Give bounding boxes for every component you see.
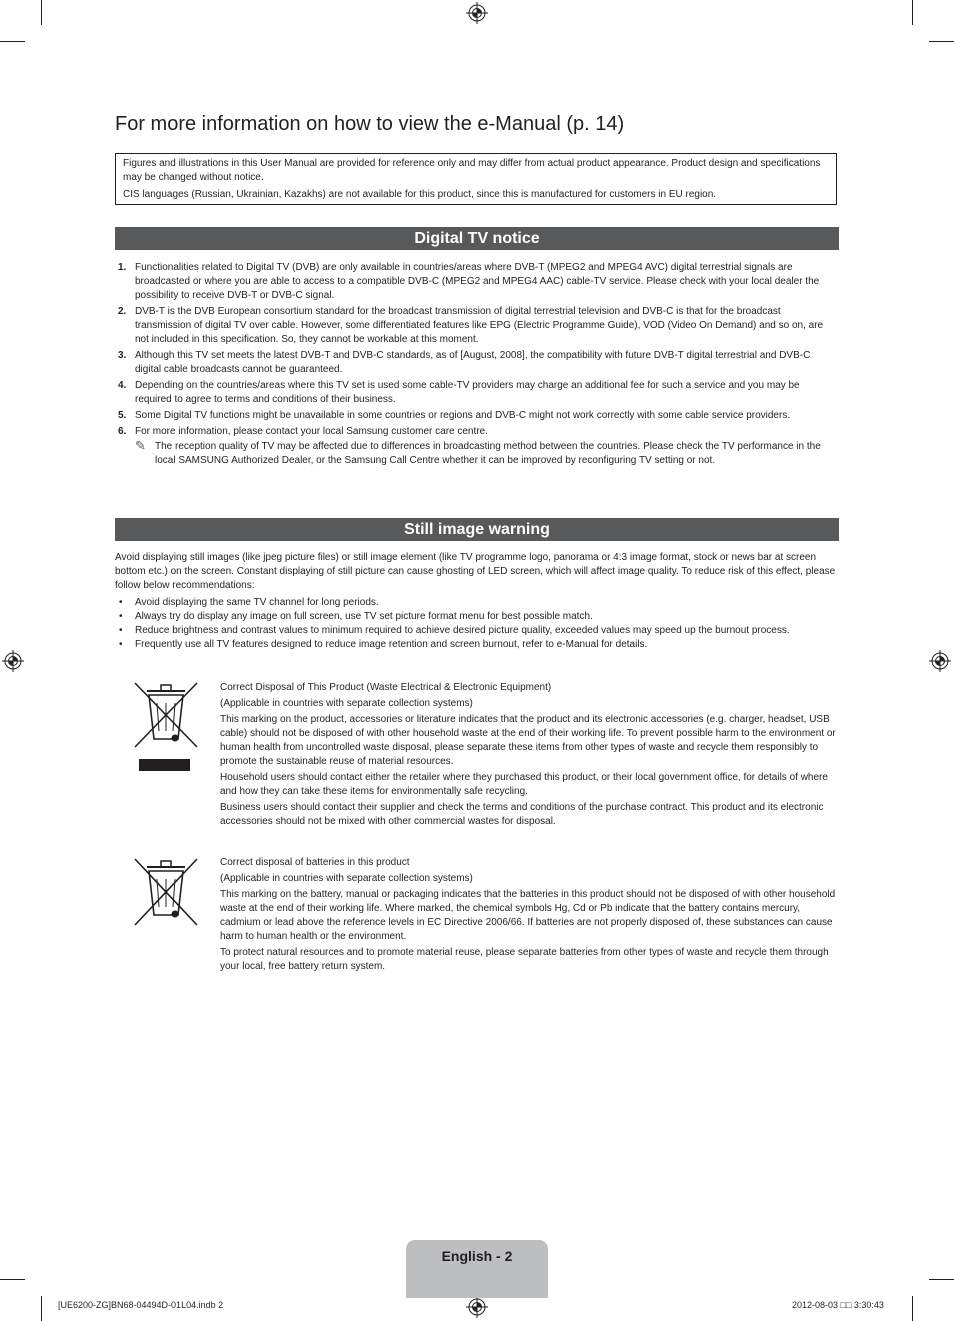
list-number: 2.	[118, 306, 127, 317]
list-number: 4.	[118, 380, 127, 391]
page-title: For more information on how to view the e-Manual (p. 14)	[115, 113, 625, 135]
list-item	[115, 379, 839, 407]
crop-mark	[41, 1296, 42, 1321]
list-item	[115, 349, 839, 377]
print-slug-file: [UE6200-ZG]BN68-04494D-01L04.indb 2	[58, 1300, 224, 1310]
battery-subheading: (Applicable in countries with separate collection systems)	[220, 873, 473, 884]
bullet-icon: •	[119, 611, 123, 622]
list-item-text: Functionalities related to Digital TV (DVB) are only available in countries/areas where DVB-T (MPEG2 and MPEG4 AVC) digital terrestrial signals are broadcasted or where you are able to access to a compatible DVB-C (MPEG2 and MPEG4 AAC) cable-TV service. Please check with your local dealer the possibility to receive DVB-T or DVB-C signal.	[135, 262, 820, 301]
note	[135, 440, 839, 468]
list-item-text: For more information, please contact your local Samsung customer care centre.	[135, 426, 488, 437]
registration-mark-icon	[2, 650, 24, 672]
disclaimer-box	[115, 153, 837, 205]
list-item-text: Although this TV set meets the latest DVB-T and DVB-C standards, as of [August, 2008], the compatibility with future DVB-T digital terrestrial and DVB-C digital cable broadcasts cannot be guaranteed.	[135, 350, 811, 375]
disclaimer-text: CIS languages (Russian, Ukrainian, Kazakhs) are not available for this product, since this is manufactured for customers in EU region.	[123, 189, 717, 200]
weee-disposal-section	[220, 681, 838, 831]
page-number-label: English - 2	[441, 1248, 513, 1264]
list-item-text: Some Digital TV functions might be unavailable in some countries or regions and DVB-C might not work correctly with some cable service providers.	[135, 410, 791, 421]
pencil-note-icon: ✎	[135, 438, 146, 453]
registration-mark-icon	[466, 1296, 488, 1318]
list-number: 5.	[118, 410, 127, 421]
weee-heading: Correct Disposal of This Product (Waste Electrical & Electronic Equipment)	[220, 682, 552, 693]
bullet-text: Always try do display any image on full screen, use TV set picture format menu for best possible match.	[135, 611, 593, 622]
crop-mark	[41, 0, 42, 25]
registration-mark-icon	[929, 650, 951, 672]
weee-paragraph: Household users should contact either the retailer where they purchased this product, or their local government office, for details of where and how they can take these items for environmentally safe recycling.	[220, 772, 828, 797]
bullet-icon: •	[119, 597, 123, 608]
weee-paragraph: Business users should contact their supplier and check the terms and conditions of the purchase contract. This product and its electronic accessories should not be mixed with other commercial wastes for disposal.	[220, 802, 824, 827]
bullet-text: Avoid displaying the same TV channel for long periods.	[135, 597, 379, 608]
still-image-intro: Avoid displaying still images (like jpeg picture files) or still image element (like TV programme logo, panorama or 4:3 image format, stock or news bar at screen bottom etc.) on the screen. Constant displaying of still picture can cause ghosting of LED screen, which will affect image quality. To reduce risk of this effect, please follow below recommendations:	[115, 552, 836, 591]
list-item	[115, 610, 839, 624]
battery-heading: Correct disposal of batteries in this product	[220, 857, 410, 868]
crop-mark	[929, 41, 954, 42]
crop-mark	[912, 1296, 913, 1321]
crop-mark	[912, 0, 913, 25]
crossed-out-battery-bin-icon	[133, 857, 199, 929]
bullet-text: Frequently use all TV features designed to reduce image retention and screen burnout, refer to e-Manual for details.	[135, 639, 648, 650]
section-heading-digital-tv: Digital TV notice	[115, 227, 839, 250]
list-item	[115, 596, 839, 610]
list-number: 3.	[118, 350, 127, 361]
battery-disposal-section	[220, 856, 838, 976]
list-item	[115, 305, 839, 347]
battery-paragraph: This marking on the battery, manual or packaging indicates that the batteries in this product should not be disposed of with other household waste at the end of their working life. Where marked, the chemical symbols Hg, Cd or Pb indicate that the battery contains mercury, cadmium or lead above the reference levels in EC Directive 2006/66. If batteries are not properly disposed of, these substances can cause harm to human health or the environment.	[220, 889, 836, 942]
bullet-text: Reduce brightness and contrast values to minimum required to achieve desired picture quality, exceeded values may speed up the burnout process.	[135, 625, 790, 636]
still-image-bullets	[115, 596, 839, 652]
weee-subheading: (Applicable in countries with separate collection systems)	[220, 698, 473, 709]
list-item	[115, 624, 839, 638]
bullet-icon: •	[119, 625, 123, 636]
list-item-text: DVB-T is the DVB European consortium standard for the broadcast transmission of digital terrestrial television and DVB-C is that for the broadcast transmission of digital TV over cable. However, some differentiated features like EPG (Electric Programme Guide), VOD (Video On Demand) and so on, are not included in this specification. So, they cannot be workable at this moment.	[135, 306, 824, 345]
list-item	[115, 409, 839, 423]
list-item-text: Depending on the countries/areas where this TV set is used some cable-TV providers may charge an additional fee for such a service and you may be required to agree to terms and conditions of their business.	[135, 380, 800, 405]
section-heading-still-image: Still image warning	[115, 518, 839, 541]
crop-mark	[929, 1279, 954, 1280]
digital-tv-list	[115, 261, 839, 470]
crossed-out-wheelie-bin-icon	[133, 681, 199, 773]
disclaimer-text: Figures and illustrations in this User Manual are provided for reference only and may differ from actual product appearance. Product design and specifications may be changed without notice.	[123, 158, 821, 183]
note-text: The reception quality of TV may be affected due to differences in broadcasting method between the countries. Please check the TV performance in the local SAMSUNG Authorized Dealer, or the Samsung Call Centre whether it can be improved by reconfiguring TV setting or not.	[155, 441, 821, 466]
weee-paragraph: This marking on the product, accessories or literature indicates that the product and its electronic accessories (e.g. charger, headset, USB cable) should not be disposed of with other household waste at the end of their working life. To prevent possible harm to the environment or human health from uncontrolled waste disposal, please separate these items from other types of waste and recycle them responsibly to promote the sustainable reuse of material resources.	[220, 714, 836, 767]
list-item	[115, 638, 839, 652]
battery-paragraph: To protect natural resources and to promote material reuse, please separate batteries from other types of waste and recycle them through your local, free battery return system.	[220, 947, 829, 972]
list-item	[115, 261, 839, 303]
print-slug-date: 2012-08-03 □□ 3:30:43	[792, 1300, 884, 1310]
registration-mark-icon	[466, 2, 488, 24]
crop-mark	[0, 1279, 25, 1280]
crop-mark	[0, 41, 25, 42]
list-number: 1.	[118, 262, 127, 273]
list-item	[115, 425, 839, 468]
bullet-icon: •	[119, 639, 123, 650]
list-number: 6.	[118, 426, 127, 437]
